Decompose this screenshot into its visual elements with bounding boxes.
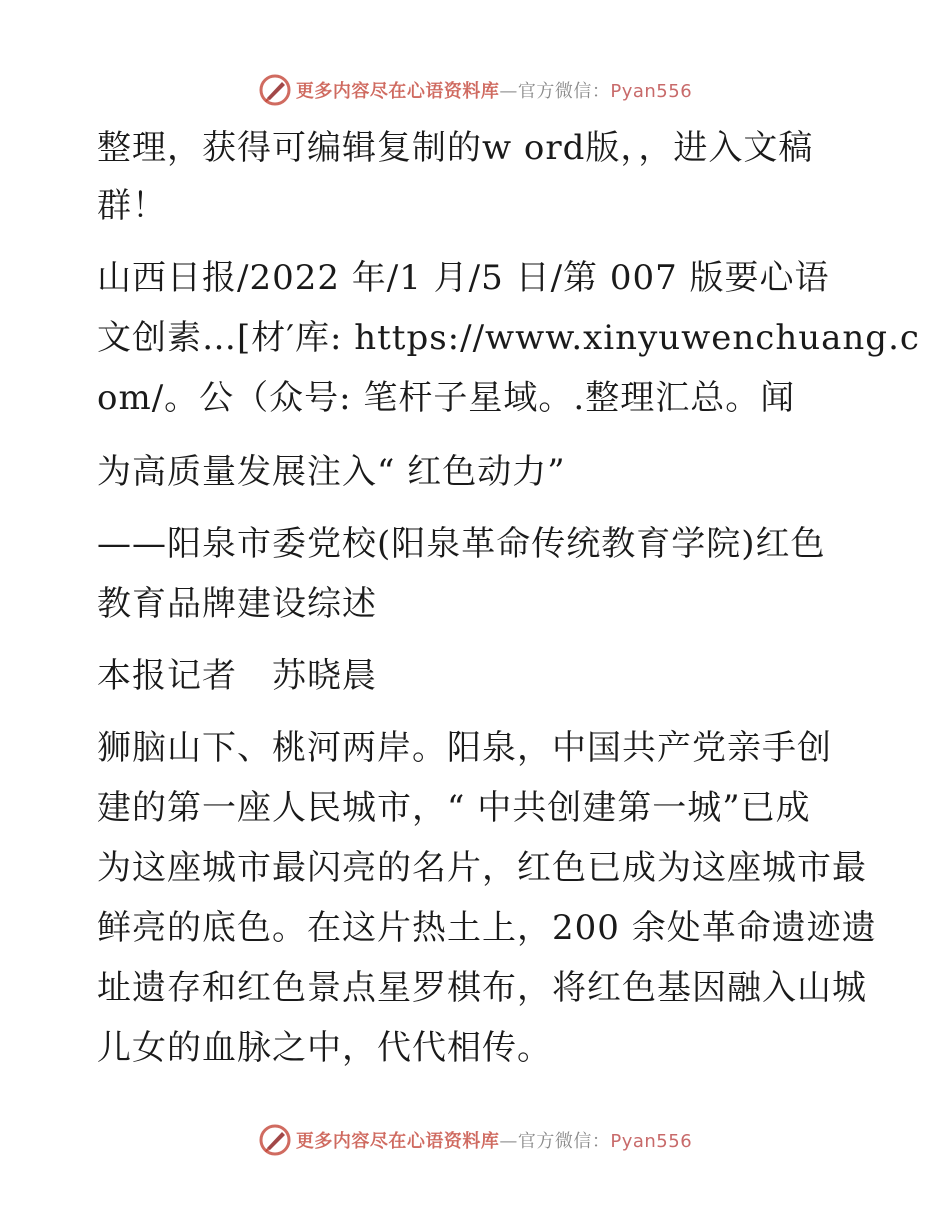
- text-line: 山西日报/2022 年/1 月/5 日/第 007 版要心语: [97, 258, 830, 298]
- watermark-brand: 更多内容尽在心语资料库: [295, 81, 500, 102]
- watermark-dash: —: [499, 1131, 518, 1152]
- subheadline: 教育品牌建设综述: [97, 584, 377, 624]
- text-line: 址遗存和红色景点星罗棋布，将红色基因融入山城: [97, 968, 867, 1008]
- text-line: 群！: [97, 186, 167, 226]
- watermark-dash: —: [499, 81, 518, 102]
- watermark-text: [296, 1127, 692, 1153]
- text-line: 整理，获得可编辑复制的w ord版，，进入文稿: [97, 128, 814, 168]
- watermark-label: 官方微信：: [517, 81, 611, 102]
- quill-seal-icon: [258, 73, 292, 107]
- quill-seal-icon: [258, 1123, 292, 1157]
- text-line: 为这座城市最闪亮的名片，红色已成为这座城市最: [97, 848, 867, 888]
- watermark-brand: 更多内容尽在心语资料库: [295, 1131, 500, 1152]
- byline: 本报记者 苏晓晨: [97, 656, 377, 696]
- watermark-label: 官方微信：: [517, 1131, 611, 1152]
- watermark-text: [296, 77, 692, 103]
- text-line: 鲜亮的底色。在这片热土上，200 余处革命遗迹遗: [97, 908, 877, 948]
- subheadline: ——阳泉市委党校(阳泉革命传统教育学院)红色: [97, 524, 826, 564]
- text-line: om/。公（众号: 笔杆子星域。.整理汇总。闻: [97, 378, 796, 418]
- header-watermark: [0, 70, 950, 110]
- watermark-id: Pyan556: [610, 81, 693, 102]
- text-line: 儿女的血脉之中，代代相传。: [97, 1028, 552, 1068]
- text-line: 文创素…[材′库: https://www.xinyuwenchuang.c: [97, 318, 920, 358]
- watermark-id: Pyan556: [610, 1131, 693, 1152]
- footer-watermark: [0, 1120, 950, 1160]
- text-line: 建的第一座人民城市，“ 中共创建第一城”已成: [97, 788, 811, 828]
- headline: 为高质量发展注入“ 红色动力”: [97, 452, 566, 492]
- text-line: 狮脑山下、桃河两岸。阳泉，中国共产党亲手创: [97, 728, 832, 768]
